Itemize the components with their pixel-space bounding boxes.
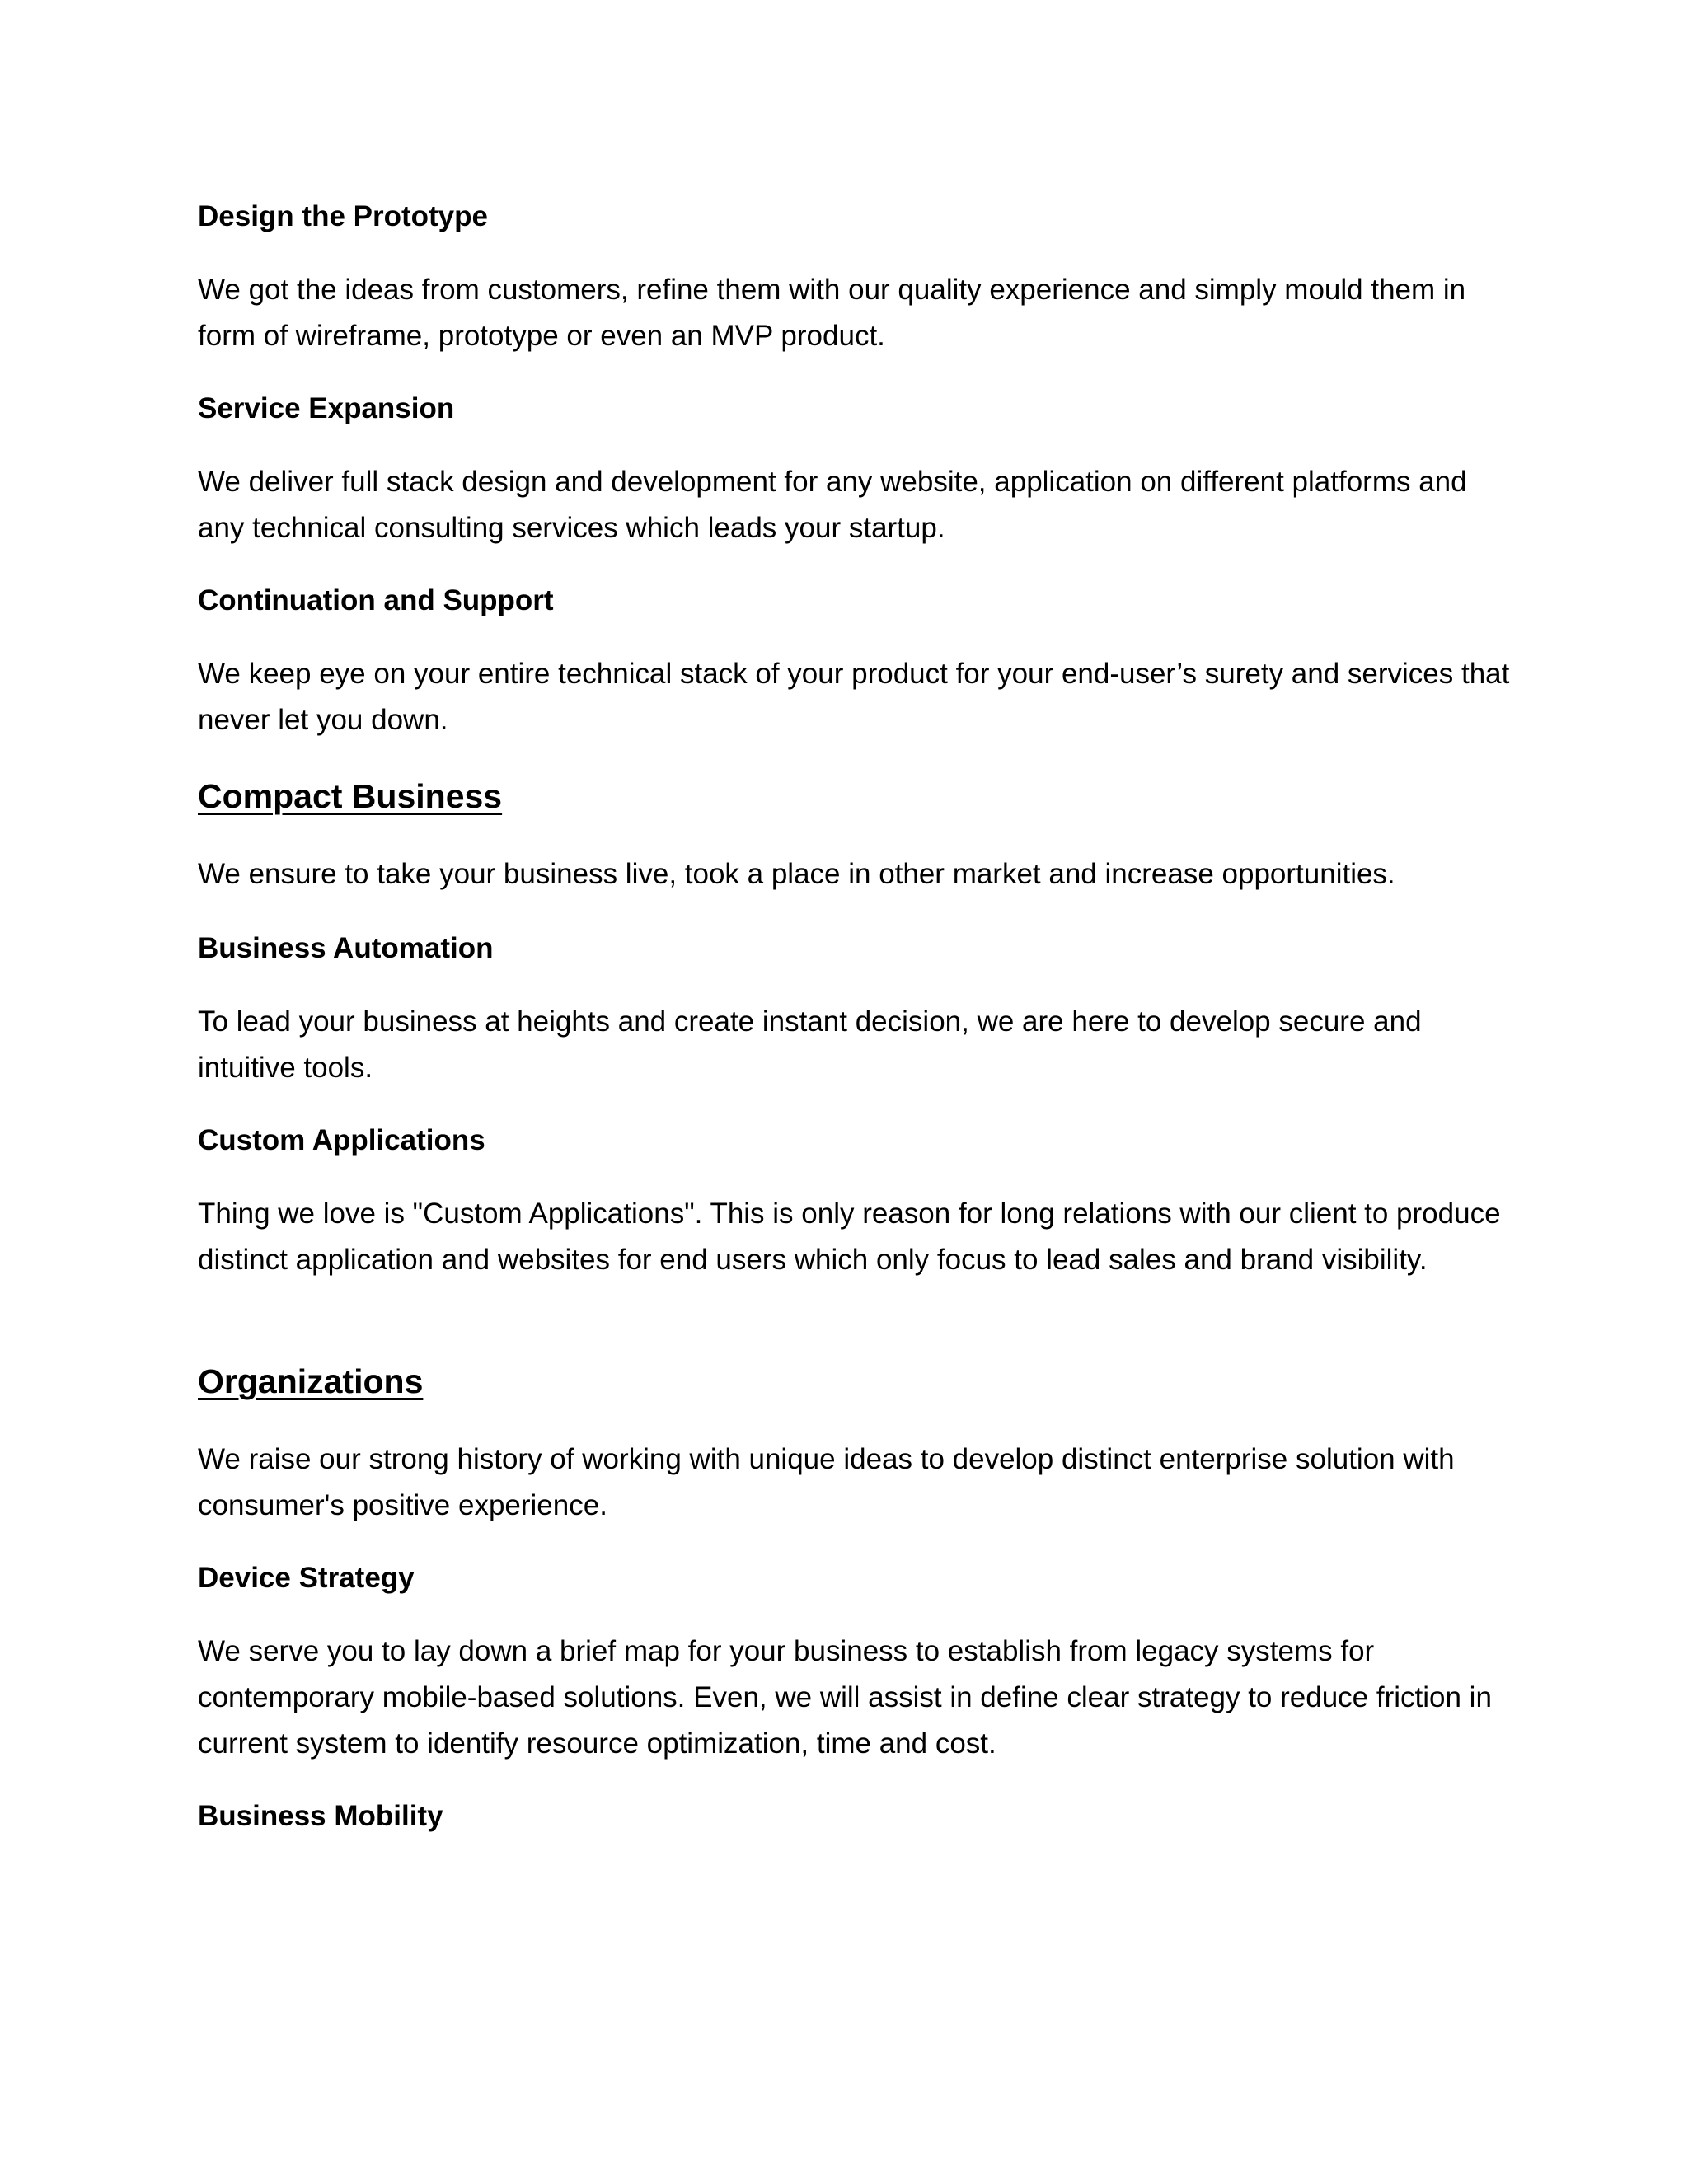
subheading-business-automation: Business Automation: [198, 932, 494, 964]
subheading-device-strategy: Device Strategy: [198, 1562, 415, 1594]
paragraph-custom-applications: Thing we love is "Custom Applications". This is only reason for long relations with our client to produce distinct application and websites for end users which only focus to lead sales and brand visibility.: [198, 1197, 1501, 1276]
subheading-design-the-prototype: Design the Prototype: [198, 200, 488, 232]
heading-compact-business: Compact Business: [198, 777, 503, 815]
paragraph-device-strategy: We serve you to lay down a brief map for your business to establish from legacy systems for contemporary mobile-based solutions. Even, we will assist in define clear strategy to reduce friction in current system to identify resource optimization, time and cost.: [198, 1635, 1492, 1760]
paragraph-organizations: We raise our strong history of working with unique ideas to develop distinct enterprise solution with consumer's positive experience.: [198, 1443, 1455, 1521]
subheading-business-mobility: Business Mobility: [198, 1800, 443, 1832]
paragraph-service-expansion: We deliver full stack design and development for any website, application on different platforms and any technical consulting services which leads your startup.: [198, 466, 1467, 544]
subheading-service-expansion: Service Expansion: [198, 392, 455, 424]
paragraph-design-the-prototype: We got the ideas from customers, refine them with our quality experience and simply mould them in form of wireframe, prototype or even an MVP product.: [198, 274, 1466, 352]
subheading-continuation-and-support: Continuation and Support: [198, 584, 554, 616]
heading-organizations: Organizations: [198, 1362, 424, 1400]
subheading-custom-applications: Custom Applications: [198, 1124, 485, 1156]
paragraph-compact-business: We ensure to take your business live, took a place in other market and increase opportunities.: [198, 858, 1395, 890]
paragraph-continuation-and-support: We keep eye on your entire technical stack of your product for your end-user’s surety and services that never let you down.: [198, 658, 1510, 736]
paragraph-business-automation: To lead your business at heights and create instant decision, we are here to develop secure and intuitive tools.: [198, 1005, 1422, 1084]
